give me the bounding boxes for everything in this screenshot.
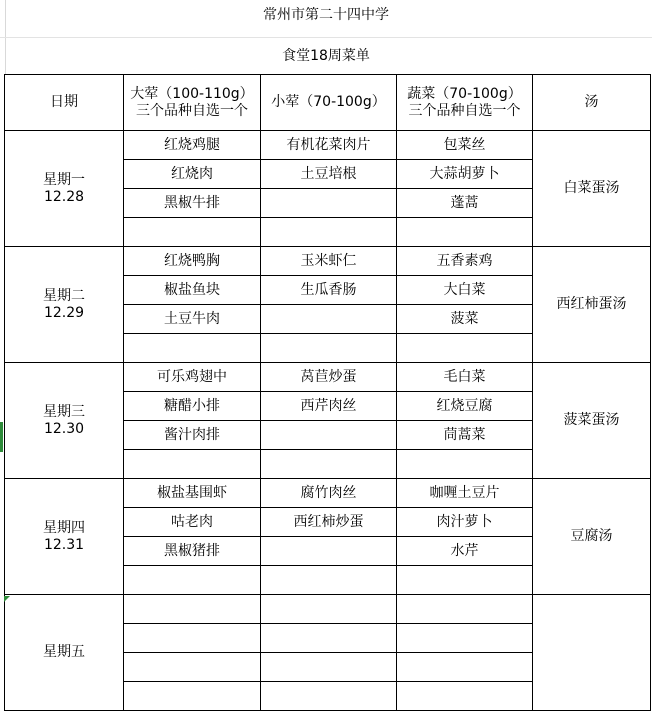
header-row — [5, 75, 651, 131]
veg-cell[interactable] — [397, 624, 533, 653]
small-meat-cell[interactable]: 生瓜香肠 — [261, 276, 397, 305]
small-meat-cell[interactable]: 玉米虾仁 — [261, 247, 397, 276]
day-label: 星期五 — [43, 644, 85, 660]
small-meat-cell[interactable]: 有机花菜肉片 — [261, 131, 397, 160]
soup-cell[interactable] — [533, 247, 651, 363]
menu-row — [5, 595, 651, 624]
day-cell[interactable] — [5, 247, 124, 363]
small-meat-cell[interactable]: 腐竹肉丝 — [261, 479, 397, 508]
veg-cell[interactable] — [397, 450, 533, 479]
soup-label: 菠菜蛋汤 — [563, 412, 620, 428]
soup-cell[interactable] — [533, 363, 651, 479]
big-meat-cell[interactable]: 土豆牛肉 — [124, 305, 261, 334]
big-meat-cell[interactable]: 糖醋小排 — [124, 392, 261, 421]
day-label: 星期一 — [43, 171, 85, 188]
big-meat-cell[interactable] — [124, 334, 261, 363]
veg-cell[interactable]: 咖喱土豆片 — [397, 479, 533, 508]
veg-cell[interactable]: 五香素鸡 — [397, 247, 533, 276]
menu-row — [5, 131, 651, 160]
small-meat-cell[interactable]: 西芹肉丝 — [261, 392, 397, 421]
day-cell[interactable] — [5, 595, 124, 711]
soup-cell[interactable] — [533, 131, 651, 247]
small-meat-cell[interactable] — [261, 595, 397, 624]
veg-cell[interactable] — [397, 595, 533, 624]
big-meat-cell[interactable]: 椒盐鱼块 — [124, 276, 261, 305]
soup-label: 白菜蛋汤 — [563, 180, 620, 196]
veg-cell[interactable]: 水芹 — [397, 537, 533, 566]
small-meat-cell[interactable] — [261, 537, 397, 566]
menu-row — [5, 247, 651, 276]
header-date: 日期 — [50, 94, 78, 110]
small-meat-cell[interactable] — [261, 566, 397, 595]
big-meat-cell[interactable] — [124, 595, 261, 624]
small-meat-cell[interactable] — [261, 682, 397, 711]
header-veg-cell[interactable] — [397, 75, 533, 131]
small-meat-cell[interactable]: 西红柿炒蛋 — [261, 508, 397, 537]
day-cell[interactable] — [5, 363, 124, 479]
day-label: 星期三 — [43, 403, 85, 420]
veg-cell[interactable]: 包菜丝 — [397, 131, 533, 160]
veg-cell[interactable] — [397, 218, 533, 247]
small-meat-cell[interactable]: 莴苣炒蛋 — [261, 363, 397, 392]
header-veg-line2: 三个品种自选一个 — [408, 102, 521, 119]
header-big-meat-line1: 大荤（100-110g） — [130, 85, 254, 102]
row-selection-marker — [0, 422, 3, 452]
veg-cell[interactable]: 蓬蒿 — [397, 189, 533, 218]
small-meat-cell[interactable] — [261, 305, 397, 334]
day-date: 12.28 — [43, 188, 85, 205]
big-meat-cell[interactable] — [124, 682, 261, 711]
big-meat-cell[interactable]: 酱汁肉排 — [124, 421, 261, 450]
gridline-horizontal — [0, 37, 652, 38]
header-soup: 汤 — [584, 94, 599, 110]
big-meat-cell[interactable] — [124, 624, 261, 653]
header-date-cell[interactable] — [5, 75, 124, 131]
veg-cell[interactable]: 大白菜 — [397, 276, 533, 305]
veg-cell[interactable]: 茼蒿菜 — [397, 421, 533, 450]
soup-label: 豆腐汤 — [570, 528, 613, 544]
small-meat-cell[interactable] — [261, 450, 397, 479]
big-meat-cell[interactable] — [124, 218, 261, 247]
big-meat-cell[interactable]: 红烧肉 — [124, 160, 261, 189]
header-soup-cell[interactable] — [533, 75, 651, 131]
big-meat-cell[interactable]: 咕老肉 — [124, 508, 261, 537]
small-meat-cell[interactable] — [261, 334, 397, 363]
big-meat-cell[interactable]: 椒盐基围虾 — [124, 479, 261, 508]
veg-cell[interactable] — [397, 566, 533, 595]
day-cell[interactable] — [5, 479, 124, 595]
veg-cell[interactable] — [397, 682, 533, 711]
menu-title[interactable]: 食堂18周菜单 — [282, 48, 370, 64]
veg-cell[interactable]: 红烧豆腐 — [397, 392, 533, 421]
small-meat-cell[interactable]: 土豆培根 — [261, 160, 397, 189]
veg-cell[interactable] — [397, 653, 533, 682]
soup-cell[interactable] — [533, 479, 651, 595]
big-meat-cell[interactable] — [124, 450, 261, 479]
big-meat-cell[interactable]: 黑椒猪排 — [124, 537, 261, 566]
small-meat-cell[interactable] — [261, 218, 397, 247]
big-meat-cell[interactable]: 黑椒牛排 — [124, 189, 261, 218]
header-small-meat: 小荤（70-100g） — [271, 94, 386, 110]
day-label: 星期四 — [43, 519, 85, 536]
header-small-meat-cell[interactable] — [261, 75, 397, 131]
soup-label: 西红柿蛋汤 — [556, 296, 627, 312]
header-big-meat-cell[interactable] — [124, 75, 261, 131]
school-title[interactable]: 常州市第二十四中学 — [263, 7, 389, 23]
menu-row — [5, 479, 651, 508]
veg-cell[interactable]: 菠菜 — [397, 305, 533, 334]
veg-cell[interactable]: 肉汁萝卜 — [397, 508, 533, 537]
big-meat-cell[interactable] — [124, 653, 261, 682]
big-meat-cell[interactable]: 红烧鸡腿 — [124, 131, 261, 160]
day-date: 12.31 — [43, 536, 85, 553]
day-date: 12.29 — [43, 304, 85, 321]
cell-comment-marker — [4, 596, 10, 602]
veg-cell[interactable] — [397, 334, 533, 363]
menu-row — [5, 363, 651, 392]
big-meat-cell[interactable] — [124, 566, 261, 595]
day-label: 星期二 — [43, 287, 85, 304]
veg-cell[interactable]: 大蒜胡萝卜 — [397, 160, 533, 189]
small-meat-cell[interactable] — [261, 624, 397, 653]
big-meat-cell[interactable]: 可乐鸡翅中 — [124, 363, 261, 392]
small-meat-cell[interactable] — [261, 421, 397, 450]
veg-cell[interactable]: 毛白菜 — [397, 363, 533, 392]
day-date: 12.30 — [43, 420, 85, 437]
header-veg-line1: 蔬菜（70-100g） — [407, 85, 522, 102]
big-meat-cell[interactable]: 红烧鸭胸 — [124, 247, 261, 276]
soup-cell[interactable] — [533, 595, 651, 711]
small-meat-cell[interactable] — [261, 653, 397, 682]
menu-table — [4, 74, 651, 711]
small-meat-cell[interactable] — [261, 189, 397, 218]
day-cell[interactable] — [5, 131, 124, 247]
header-big-meat-line2: 三个品种自选一个 — [136, 102, 248, 119]
